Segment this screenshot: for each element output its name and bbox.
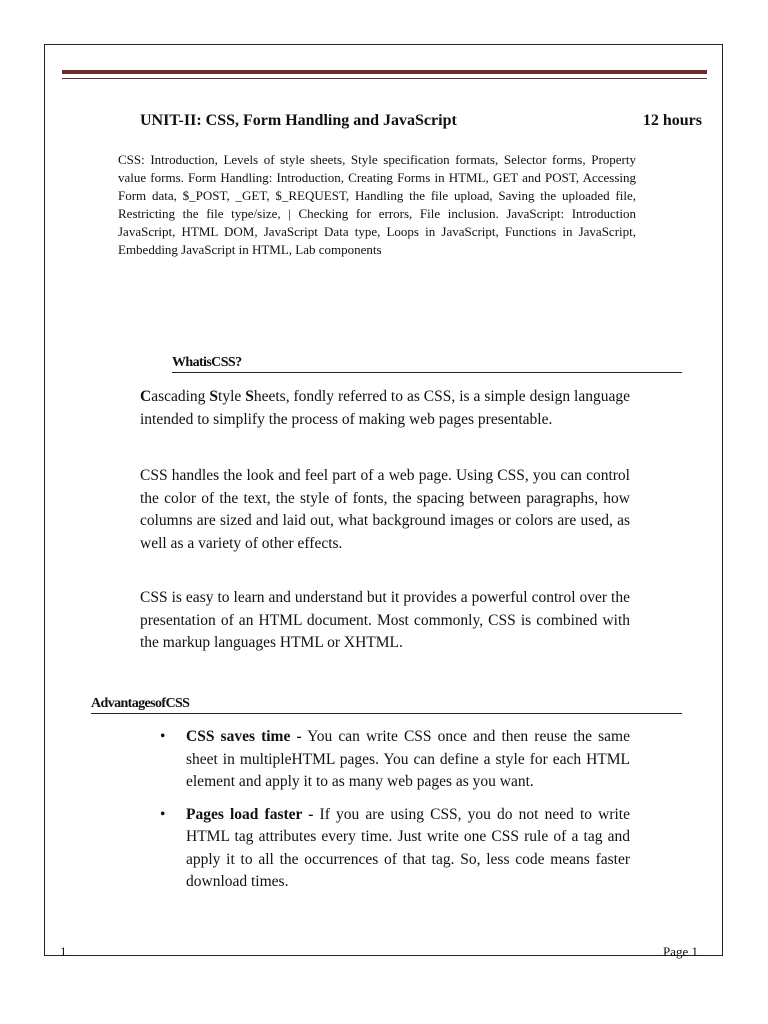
what-is-css-heading: WhatisCSS? xyxy=(172,355,682,373)
advantages-heading: AdvantagesofCSS xyxy=(91,696,682,714)
bullet-icon: • xyxy=(160,805,166,823)
css-look-feel-paragraph: CSS handles the look and feel part of a web page. Using CSS, you can control the color of the text, the style of fonts, the spacing between paragraphs, how columns are sized and laid out, what background images or colors are used, as well as a variety of other effects. xyxy=(140,467,630,552)
css-easy-paragraph: CSS is easy to learn and understand but it provides a powerful control over the presentation of an HTML document. Most commonly, CSS is combined with the markup languages HTML or XHTML. xyxy=(140,589,630,651)
advantage-title: CSS saves time - xyxy=(186,728,302,745)
text-ascading: ascading xyxy=(151,388,210,405)
advantages-list xyxy=(160,726,630,904)
unit-title: UNIT-II: CSS, Form Handling and JavaScript xyxy=(140,112,457,129)
syllabus-text: CSS: Introduction, Levels of style sheets, Style specification formats, Selector forms, Property value forms. Form Handling: Introduction, Creating Forms in HTML, GET and POST, Accessing Form data, $_POST, _GET, $_REQUEST, Handling the file upload, Saving the uploaded file, Restricting the file type/size, | Checking for errors, File inclusion. JavaScript: Introduction JavaScript, HTML DOM, JavaScript Data type, Loops in JavaScript, Functions in JavaScript, Embedding JavaScript in HTML, Lab components xyxy=(118,152,636,257)
text-tyle: tyle xyxy=(218,388,246,405)
header-rule-thick xyxy=(62,70,707,74)
text-heets: heets, fondly referred to as CSS, is a simple design language intended to simplify the process of making web pages presentable. xyxy=(140,388,630,428)
unit-hours: 12 hours xyxy=(642,112,702,129)
bullet-icon: • xyxy=(160,728,166,745)
initial-s1: S xyxy=(209,388,219,405)
advantage-text: If you are using CSS, you do not need to write HTML tag attributes every time. Just write one CSS rule of a tag and apply it to all the occurrences of that tag. So, less code means faster download times. xyxy=(186,805,630,890)
header-rule-thin xyxy=(62,78,707,79)
footer-page-number: 1 xyxy=(60,944,67,959)
list-item xyxy=(160,804,630,894)
advantage-text: You can write CSS once and then reuse the same sheet in multipleHTML pages. You can define a style for each HTML element and apply it to as many web pages as you want. xyxy=(186,728,630,790)
list-item xyxy=(160,726,630,794)
advantage-title: Pages load faster - xyxy=(186,805,314,823)
initial-s2: S xyxy=(245,388,254,405)
css-definition-paragraph xyxy=(140,386,630,431)
initial-c: C xyxy=(140,388,152,405)
footer-page-label: Page 1 xyxy=(662,944,698,959)
